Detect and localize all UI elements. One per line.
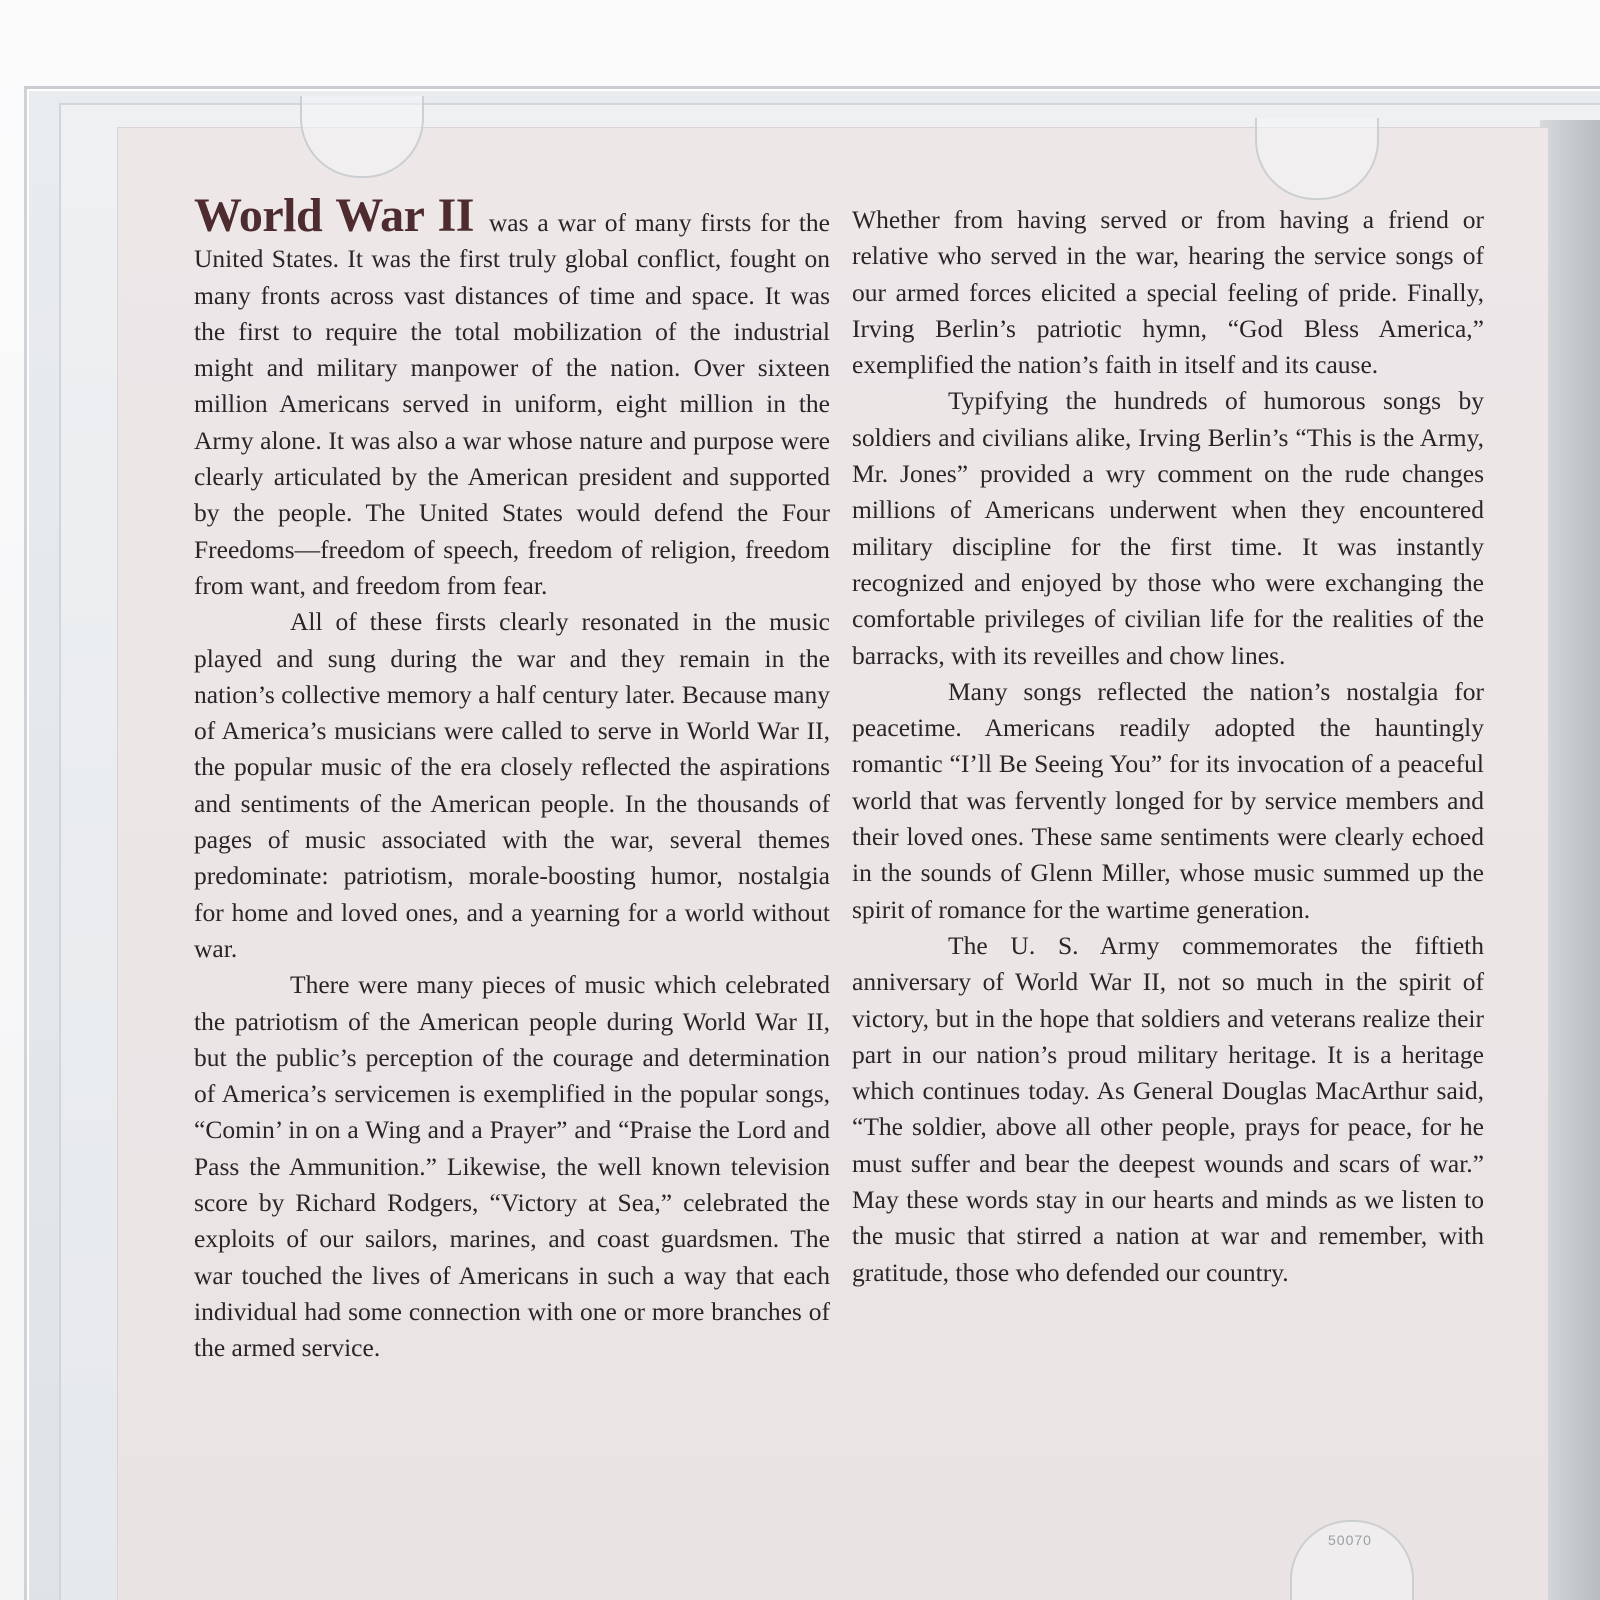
catalog-number: 50070 xyxy=(1328,1532,1372,1548)
page-title: World War II xyxy=(194,189,474,242)
intro-paragraph xyxy=(194,189,831,604)
body-paragraph: Whether from having served or from having a friend or relative who served in the war, hearing the service songs of our armed forces elicited a special feeling of pride. Finally, Irving Berlin’s patriotic hymn, “God Bless America,” exemplified the nation’s faith in itself and its cause. xyxy=(852,205,1484,380)
right-text-column xyxy=(852,202,1484,1291)
body-paragraph: Many songs reflected the nation’s nostalgia for peacetime. Americans readily adopted the hauntingly romantic “I’ll Be Seeing You” for its invocation of a peaceful world that was fervently longed for by service members and their loved ones. These same sentiments were clearly echoed in the sounds of Glenn Miller, whose music summed up the spirit of romance for the wartime generation. xyxy=(852,676,1484,924)
body-paragraph: There were many pieces of music which celebrated the patriotism of the American people during World War II, but the public’s perception of the courage and determination of America’s servicemen is exemplified in the popular songs, “Comin’ in on a Wing and a Prayer” and “Praise the Lord and Pass the Ammunition.” Likewise, the well known television score by Richard Rodgers, “Victory at Sea,” celebrated the exploits of our sailors, marines, and coast guardsmen. The war touched the lives of Americans in such a way that each individual had some connection with one or more branches of the armed service. xyxy=(194,970,830,1363)
body-paragraph: The U. S. Army commemorates the fiftieth anniversary of World War II, not so much in the spirit of victory, but in the hope that soldiers and veterans realize their part in our nation’s proud military heritage. It is a heritage which continues today. As General Douglas MacArthur said, “The soldier, above all other people, prays for peace, for he must suffer and bear the deepest wounds and scars of war.” May these words stay in our hearts and minds as we listen to the music that stirred a nation at war and remember, with gratitude, those who defended our country. xyxy=(852,930,1484,1287)
body-paragraph: All of these firsts clearly resonated in the music played and sung during the war and they remain in the nation’s collective memory a half century later. Because many of America’s musicians were called to serve in World War II, the popular music of the era closely reflected the aspirations and sentiments of the American people. In the thousands of pages of music associated with the war, several themes predominate: patriotism, morale-boosting humor, nostalgia for home and loved ones, and a yearning for a world without war. xyxy=(194,607,830,963)
case-hinge-edge xyxy=(1540,120,1600,1600)
body-paragraph: Typifying the hundreds of humorous songs by soldiers and civilians alike, Irving Berlin’s “This is the Army, Mr. Jones” provided a wry comment on the rude changes millions of Americans underwent when they encountered military discipline for the first time. It was instantly recognized and enjoyed by those who were exchanging the comfortable privileges of civilian life for the realities of the barracks, with its reveilles and chow lines. xyxy=(852,386,1484,670)
left-text-column xyxy=(194,189,831,1367)
intro-paragraph-text: was a war of many firsts for the United States. It was the first truly global conflict, fought on many fronts across vast distances of time and space. It was the first to require the total mobilization of the industrial might and military manpower of the nation. Over sixteen million Americans served in uniform, eight million in the Army alone. It was also a war whose nature and purpose were clearly articulated by the American president and supported by the people. The United States would defend the Four Freedoms—freedom of speech, freedom of religion, freedom from want, and freedom from fear. xyxy=(194,208,831,600)
